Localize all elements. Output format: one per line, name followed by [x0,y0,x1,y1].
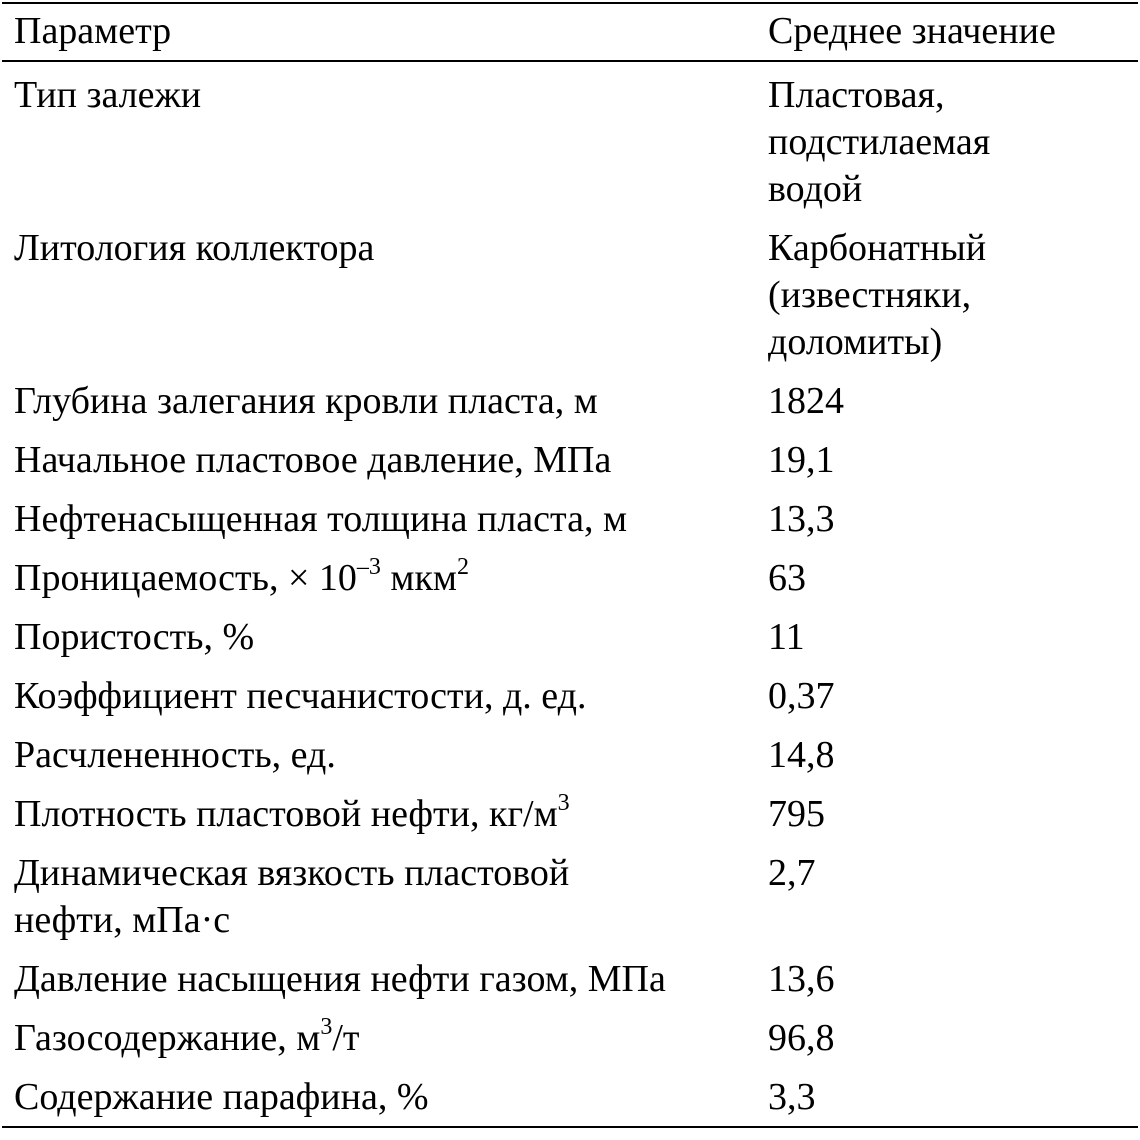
table-body [2,62,1138,1124]
row-value: 13,6 [768,958,835,1000]
table-header-row [2,4,1138,60]
table-row [2,956,1138,1015]
row-param-unit: мкм [380,557,457,599]
table-row [2,791,1138,850]
row-value: 1824 [768,380,844,422]
header-param: Параметр [14,10,172,52]
row-param-text: Плотность пластовой нефти, кг/м [14,793,558,835]
table-row [2,732,1138,791]
row-param: Пористость, % [14,616,255,658]
row-value: 3,3 [768,1076,816,1118]
row-value: 11 [768,616,805,658]
table-row [2,614,1138,673]
row-param: Содержание парафина, % [14,1076,429,1118]
row-value: 63 [768,557,806,599]
row-value: 2,7 [768,852,816,894]
row-param: Глубина залегания кровли пласта, м [14,380,598,422]
table-row [2,1015,1138,1074]
row-param: Литология коллектора [14,227,375,269]
table-row [2,850,1138,956]
row-value: Пластовая, подстилаемая водой [768,74,991,210]
table-row [2,72,1138,225]
row-param: Коэффициент песчанистости, д. ед. [14,675,587,717]
table-row [2,1074,1138,1124]
row-value: 795 [768,793,825,835]
table-bottom-rule [2,1126,1138,1128]
row-param: Динамическая вязкость пластовой нефти, мПа·с [14,852,570,941]
row-param [2,791,768,838]
row-param [2,1015,768,1062]
row-value: 19,1 [768,439,835,481]
table-row [2,225,1138,378]
row-value: 96,8 [768,1017,835,1059]
row-param-unit-exponent: 2 [456,554,469,581]
row-param-suffix: /т [332,1017,360,1059]
row-param: Нефтенасыщенная толщина пласта, м [14,498,627,540]
table-row [2,437,1138,496]
table-row [2,555,1138,614]
row-param-text: Газосодержание, м [14,1017,321,1059]
table-row [2,378,1138,437]
row-param: Начальное пластовое давление, МПа [14,439,612,481]
parameters-table [2,2,1138,1128]
row-param: Расчлененность, ед. [14,734,336,776]
row-value: 14,8 [768,734,835,776]
row-value: 13,3 [768,498,835,540]
row-param-text: Проницаемость, × 10 [14,557,357,599]
row-param-exponent: 3 [557,790,570,817]
row-param-exponent: –3 [356,554,381,581]
row-param: Давление насыщения нефти газом, МПа [14,958,666,1000]
table-row [2,673,1138,732]
header-value: Среднее значение [768,10,1056,52]
row-param: Тип залежи [14,74,202,116]
table-row [2,496,1138,555]
row-value: Карбонатный (известняки, доломиты) [768,227,987,363]
row-param-exponent: 3 [320,1014,333,1041]
row-param [2,555,768,602]
row-value: 0,37 [768,675,835,717]
